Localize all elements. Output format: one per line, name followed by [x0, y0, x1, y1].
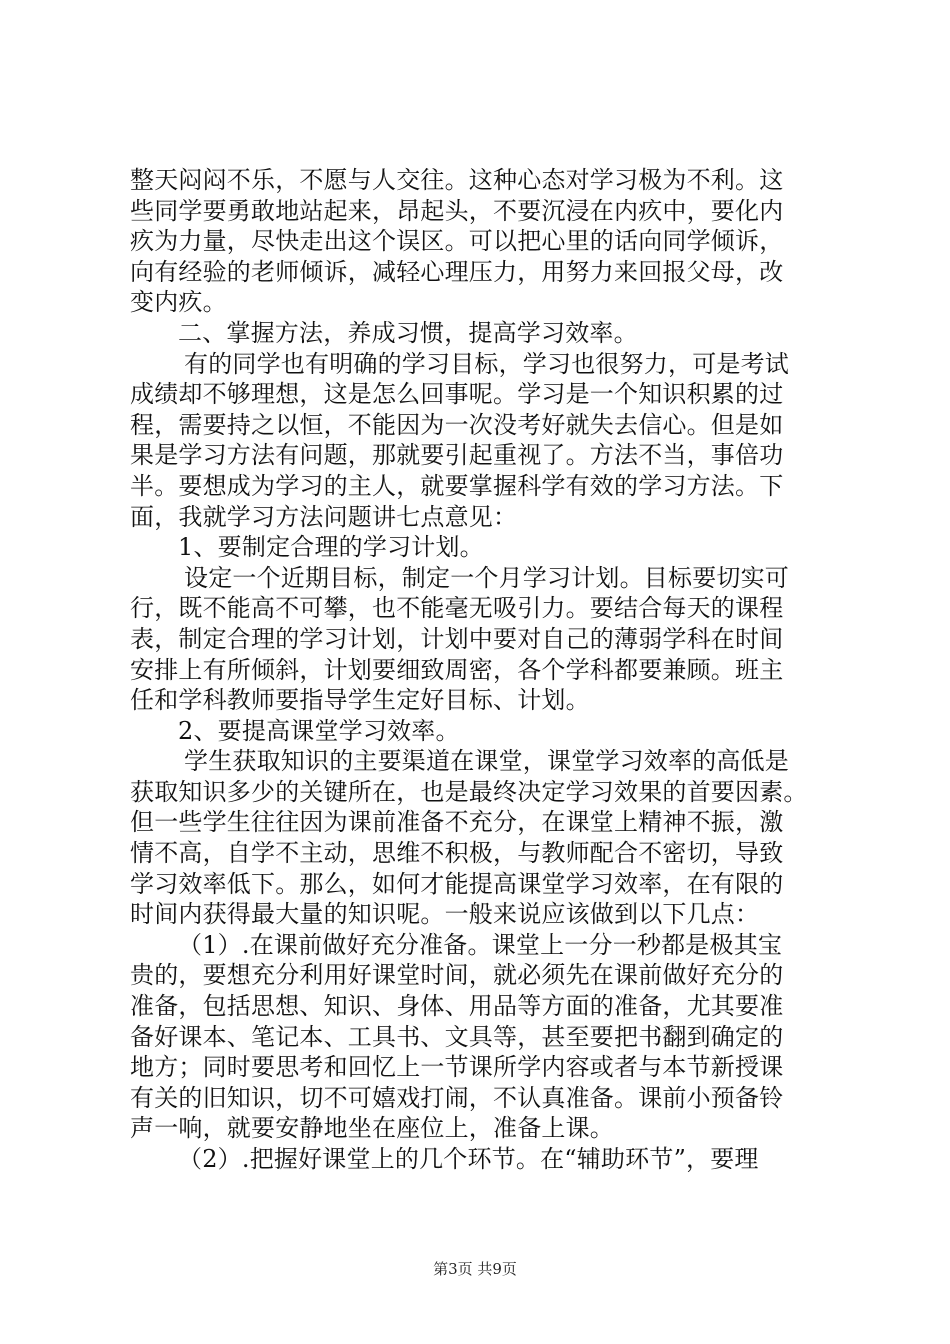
text-line: 学习效率低下。那么，如何才能提高课堂学习效率，在有限的	[130, 869, 784, 898]
text-line: 任和学科教师要指导学生定好目标、计划。	[130, 686, 590, 715]
text-line: 时间内获得最大量的知识呢。一般来说应该做到以下几点：	[130, 900, 760, 929]
document-body	[130, 165, 842, 1175]
text-line: 地方；同时要思考和回忆上一节课所学内容或者与本节新授课	[130, 1053, 784, 1082]
page-footer	[0, 1258, 950, 1279]
text-line: 准备，包括思想、知识、身体、用品等方面的准备，尤其要准	[130, 992, 784, 1021]
subsection-heading: 2、要提高课堂学习效率。	[178, 716, 460, 745]
text-line: 程，需要持之以恒，不能因为一次没考好就失去信心。但是如	[130, 410, 784, 439]
text-line: 贵的，要想充分利用好课堂时间，就必须先在课前做好充分的	[130, 961, 784, 990]
text-line: 学生获取知识的主要渠道在课堂，课堂学习效率的高低是	[184, 747, 789, 776]
subsection-heading: 1、要制定合理的学习计划。	[178, 533, 484, 562]
text-line: 面，我就学习方法问题讲七点意见：	[130, 502, 518, 531]
text-line: 但一些学生往往因为课前准备不充分，在课堂上精神不振，激	[130, 808, 784, 837]
text-line: 行，既不能高不可攀，也不能毫无吸引力。要结合每天的课程	[130, 594, 784, 623]
text-line: 有关的旧知识，切不可嬉戏打闹，不认真准备。课前小预备铃	[130, 1083, 784, 1112]
text-line: 获取知识多少的关键所在，也是最终决定学习效果的首要因素。	[130, 777, 808, 806]
text-line: 表，制定合理的学习计划，计划中要对自己的薄弱学科在时间	[130, 624, 784, 653]
text-line: 半。要想成为学习的主人，就要掌握科学有效的学习方法。下	[130, 471, 784, 500]
text-line: 设定一个近期目标，制定一个月学习计划。目标要切实可	[184, 563, 789, 592]
text-line: 备好课本、笔记本、工具书、文具等，甚至要把书翻到确定的	[130, 1022, 784, 1051]
text-line: 安排上有所倾斜，计划要细致周密，各个学科都要兼顾。班主	[130, 655, 784, 684]
text-line: 成绩却不够理想，这是怎么回事呢。学习是一个知识积累的过	[130, 380, 784, 409]
page-number-label: 第3页 共9页	[433, 1260, 517, 1278]
text-line: 整天闷闷不乐，不愿与人交往。这种心态对学习极为不利。这	[130, 166, 784, 194]
text-line: （2）.把握好课堂上的几个环节。在“辅助环节”，要理	[178, 1145, 759, 1173]
section-heading: 二、掌握方法，养成习惯，提高学习效率。	[178, 318, 638, 347]
text-line: （1）.在课前做好充分准备。课堂上一分一秒都是极其宝	[178, 930, 783, 959]
text-line: 果是学习方法有问题，那就要引起重视了。方法不当，事倍功	[130, 441, 784, 470]
text-line: 声一响，就要安静地坐在座位上，准备上课。	[130, 1114, 614, 1143]
text-line: 疚为力量，尽快走出这个误区。可以把心里的话向同学倾诉，	[130, 227, 784, 256]
text-line: 变内疚。	[130, 288, 227, 317]
text-line: 情不高，自学不主动，思维不积极，与教师配合不密切，导致	[130, 839, 784, 868]
text-line: 向有经验的老师倾诉，减轻心理压力，用努力来回报父母，改	[130, 257, 784, 286]
text-line: 些同学要勇敢地站起来，昂起头，不要沉浸在内疚中，要化内	[130, 196, 784, 225]
text-line: 有的同学也有明确的学习目标，学习也很努力，可是考试	[184, 349, 789, 378]
